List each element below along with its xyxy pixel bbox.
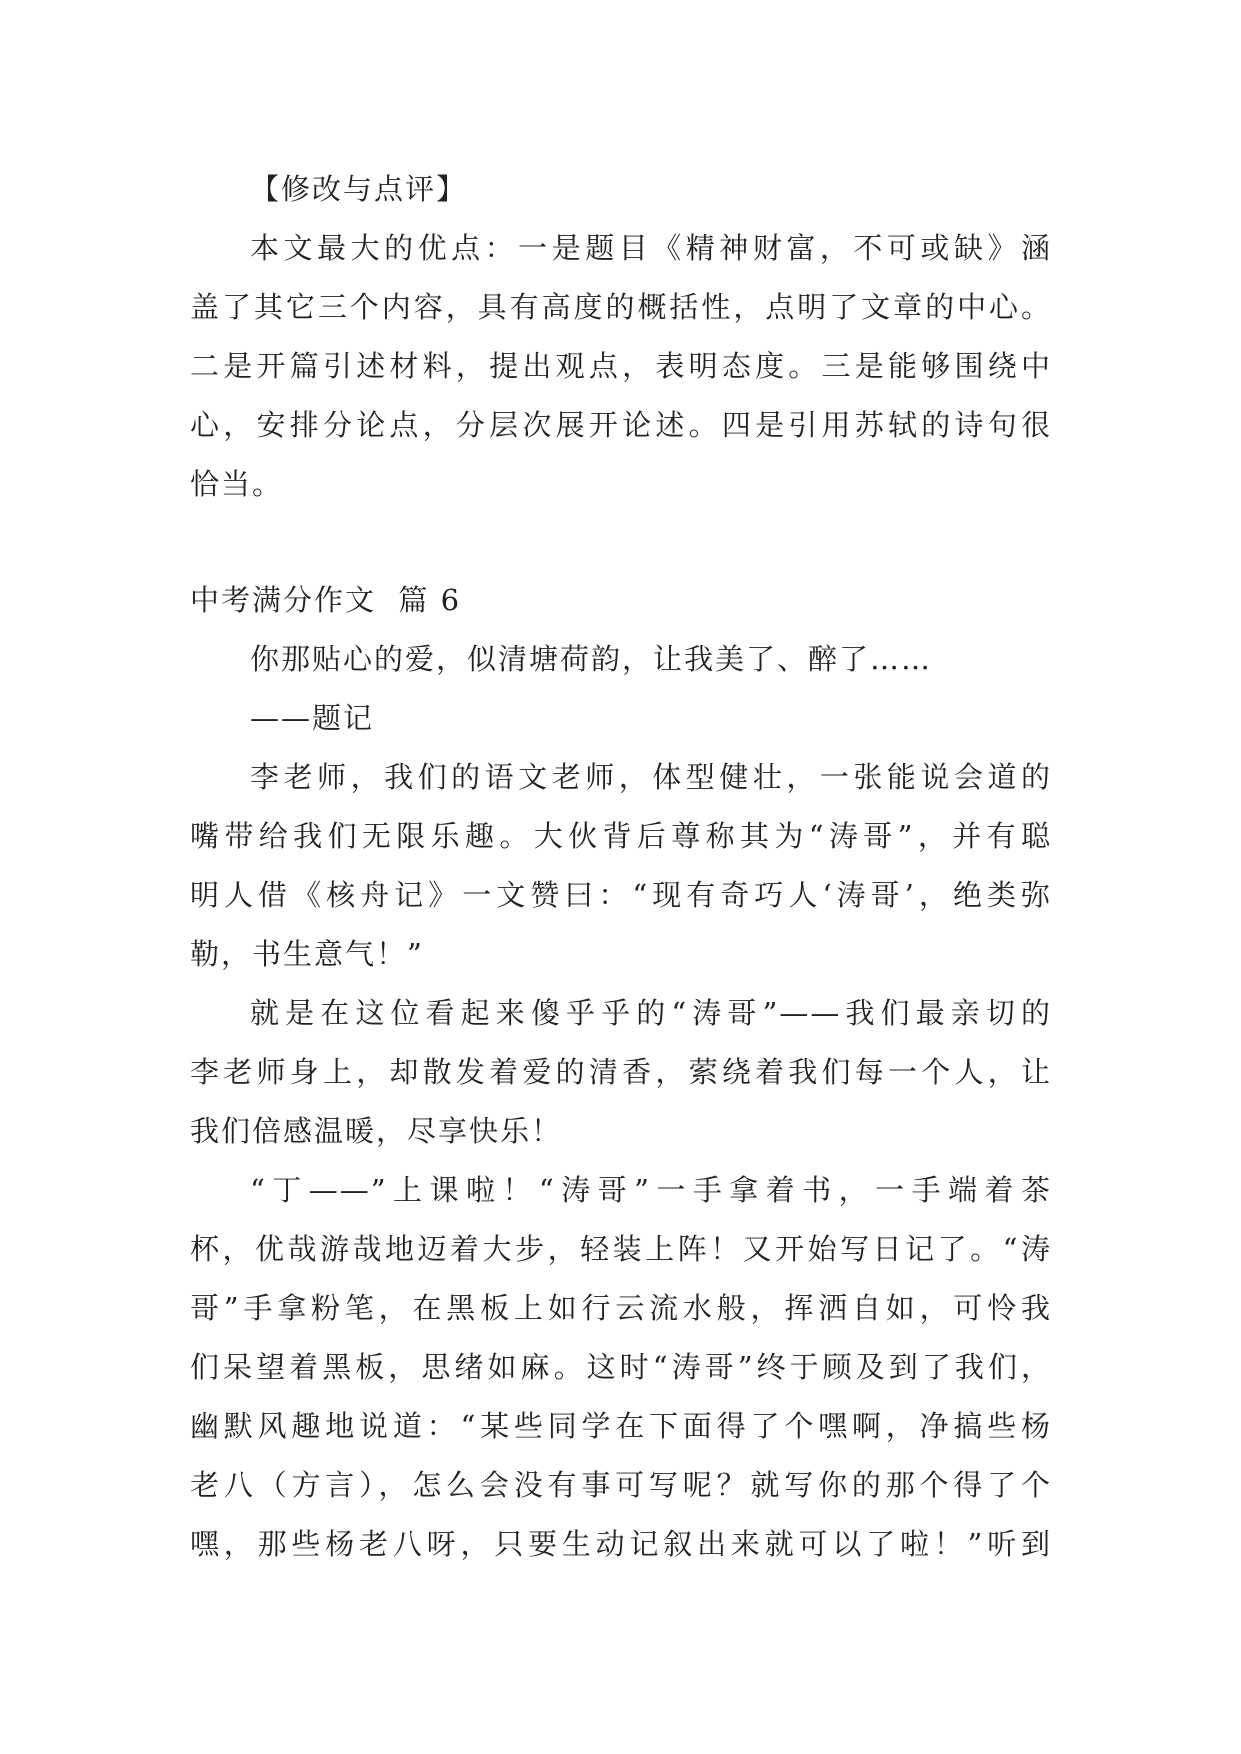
paragraph-line: 李老师身上，却散发着爱的清香，萦绕着我们每一个人，让 [190,1055,1052,1089]
review-line: 二是开篇引述材料，提出观点，表明态度。三是能够围绕中 [190,349,1052,383]
paragraph-line: 哥”手拿粉笔，在黑板上如行云流水般，挥洒自如，可怜我 [190,1291,1052,1325]
paragraph-line: “丁——”上课啦！“涛哥”一手拿着书，一手端着茶 [250,1173,1052,1207]
essay-epigraph: 你那贴心的爱，似清塘荷韵，让我美了、醉了…… [250,642,933,676]
paragraph-line: 嘿，那些杨老八呀，只要生动记叙出来就可以了啦！”听到 [190,1527,1052,1561]
review-line: 恰当。 [190,467,284,501]
paragraph-line: 我们倍感温暖，尽享快乐！ [190,1114,563,1148]
paragraph-line: 勒，书生意气！” [190,937,424,971]
paragraph-line: 们呆望着黑板，思绪如麻。这时“涛哥”终于顾及到了我们， [190,1350,1052,1384]
paragraph-line: 李老师，我们的语文老师，体型健壮，一张能说会道的 [250,760,1052,794]
review-line: 本文最大的优点：一是题目《精神财富，不可或缺》涵 [250,231,1052,265]
review-heading: 【修改与点评】 [250,172,468,206]
section-gap [190,514,1052,571]
paragraph-line: 杯，优哉游哉地迈着大步，轻装上阵！又开始写日记了。“涛 [190,1232,1052,1266]
paragraph-line: 幽默风趣地说道：“某些同学在下面得了个嘿啊，净搞些杨 [190,1409,1052,1443]
paragraph-line: 明人借《核舟记》一文赞曰：“现有奇巧人‘涛哥’，绝类弥 [190,878,1052,912]
review-line: 心，安排分论点，分层次展开论述。四是引用苏轼的诗句很 [190,408,1052,442]
essay-title: 中考满分作文 篇 6 [190,583,462,617]
paragraph-line: 嘴带给我们无限乐趣。大伙背后尊称其为“涛哥”，并有聪 [190,819,1052,853]
review-line: 盖了其它三个内容，具有高度的概括性，点明了文章的中心。 [190,290,1052,324]
document-page [190,160,1052,1574]
paragraph-line: 就是在这位看起来傻乎乎的“涛哥”——我们最亲切的 [250,996,1052,1030]
paragraph-line: 老八（方言），怎么会没有事可写呢？就写你的那个得了个 [190,1468,1052,1502]
essay-epigraph-label: ——题记 [250,701,375,735]
